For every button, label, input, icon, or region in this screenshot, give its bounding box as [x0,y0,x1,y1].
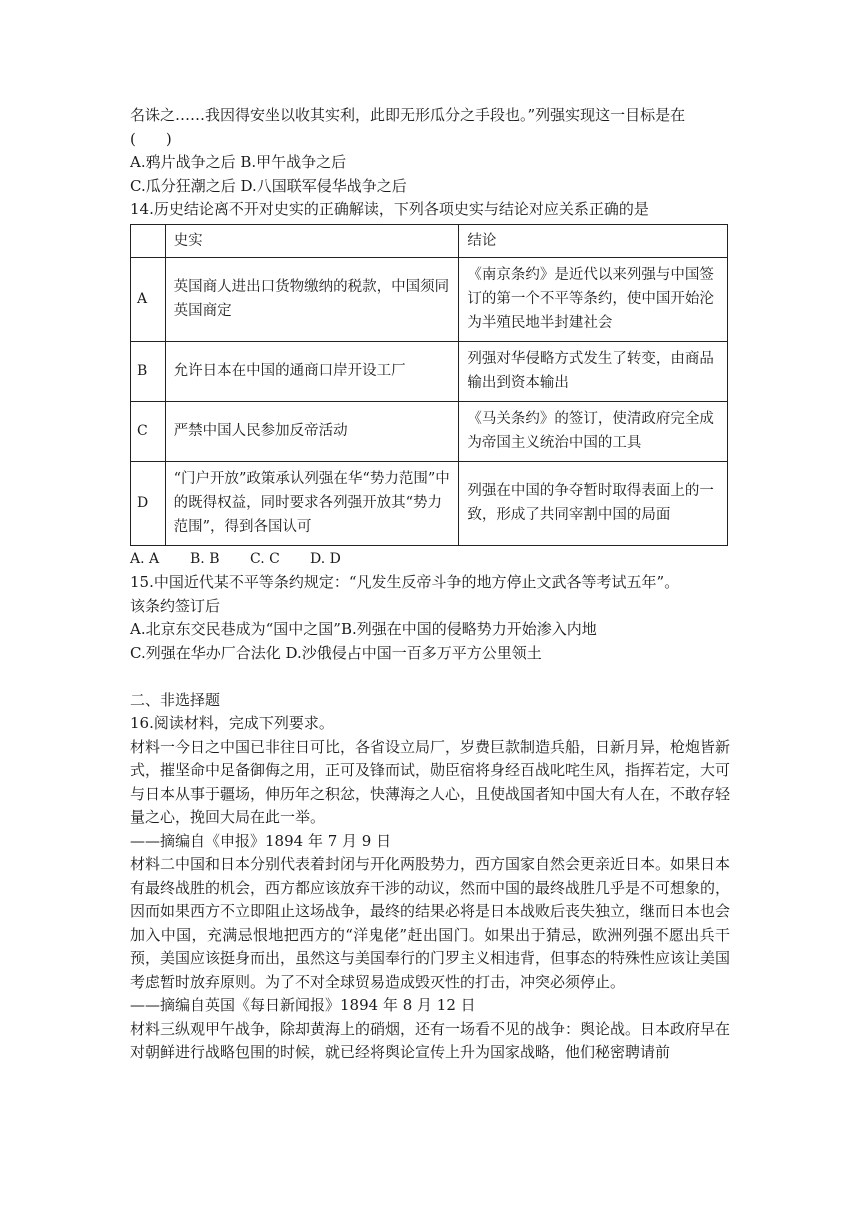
q13-text-line1: 名诛之……我因得安坐以收其实利，此即无形瓜分之手段也。”列强实现这一目标是在 [130,106,686,124]
q14-table [130,224,728,546]
material-2: 材料二中国和日本分别代表着封闭与开化两股势力，西方国家自然会更亲近日本。如果日本有最终战胜的机会，西方都应该放弃干涉的动议，然而中国的最终战胜几乎是不可想象的，因而如果西方不立即阻止这场战争，最终的结果必将是日本战败后丧失独立，继而日本也会加入中国，充满忌恨地把西方的“洋鬼佬”赶出国门。如果出于猜忌，欧洲列强不愿出兵干预，美国应该挺身而出，虽然这与美国奉行的门罗主义相违背，但事态的特殊性应该让美国考虑暂时放弃原则。为了不对全球贸易造成毁灭性的打击，冲突必须停止。 [130,855,731,991]
q13-answer-bracket: ( ) [130,129,172,148]
row-fact: 允许日本在中国的通商口岸开设工厂 [165,341,459,401]
q15-stem-line1: 15.中国近代某不平等条约规定：“凡发生反帝斗争的地方停止文武各等考试五年”。 [130,573,680,591]
table-header-row [131,224,728,257]
q14-option-d: D. D [310,550,341,567]
q13-options-ab: A.鸦片战争之后 B.甲午战争之后 [130,153,347,171]
q15-options-cd: C.列强在华办厂合法化 D.沙俄侵占中国一百多万平方公里领土 [130,643,542,662]
row-key: B [131,341,166,401]
q14-option-b: B. B [190,550,220,567]
table-row [131,401,728,461]
section-title: 二、非选择题 [130,690,221,709]
row-key: A [131,257,166,341]
section-gap [130,665,730,689]
q14-option-c: C. C [250,550,280,567]
exam-page [130,104,730,1065]
material-3: 材料三纵观甲午战争，除却黄海上的硝烟，还有一场看不见的战争：舆论战。日本政府早在对朝鲜进行战略包围的时候，就已经将舆论宣传上升为国家战略，他们秘密聘请前 [130,1019,731,1061]
row-fact: “门户开放”政策承认列强在华“势力范围”中的既得权益，同时要求各列强开放其“势力范围”，得到各国认可 [165,461,459,545]
q14-option-a: A. A [130,550,160,567]
row-fact: 英国商人进出口货物缴纳的税款，中国须同英国商定 [165,257,459,341]
q16-stem: 16.阅读材料，完成下列要求。 [130,714,334,732]
row-key: D [131,461,166,545]
row-conclusion: 列强对华侵略方式发生了转变，由商品输出到资本输出 [459,341,728,401]
header-conclusion-cell: 结论 [459,224,728,257]
material-1-source: ——摘编自《申报》1894 年 7 月 9 日 [130,831,392,850]
q13-options-cd: C.瓜分狂潮之后 D.八国联军侵华战争之后 [130,176,407,195]
material-1: 材料一今日之中国已非往日可比，各省设立局厂，岁费巨款制造兵船，日新月异，枪炮皆新式，摧坚命中足备御侮之用，正可及锋而试，勋臣宿将身经百战叱咤生风，指挥若定，大可与日本从事于疆场，伸历年之积忿，快薄海之人心，且使战国者知中国大有人在，不敢存轻量之心，挽回大局在此一举。 [130,737,731,826]
row-conclusion: 列强在中国的争夺暂时取得表面上的一致，形成了共同宰割中国的局面 [459,461,728,545]
q15-stem-line2: 该条约签订后 [130,596,221,615]
material-2-source: ——摘编自英国《每日新闻报》1894 年 8 月 12 日 [130,996,476,1014]
table-row [131,341,728,401]
row-key: C [131,401,166,461]
q14-stem: 14.历史结论离不开对史实的正确解读，下列各项史实与结论对应关系正确的是 [130,200,649,218]
q15-options-ab: A.北京东交民巷成为“国中之国”B.列强在中国的侵略势力开始渗入内地 [130,620,597,638]
header-fact-cell: 史实 [165,224,459,257]
row-fact: 严禁中国人民参加反帝活动 [165,401,459,461]
table-row [131,257,728,341]
table-row [131,461,728,545]
row-conclusion: 《马关条约》的签订，使清政府完全成为帝国主义统治中国的工具 [459,401,728,461]
q14-options [130,548,730,572]
header-key-cell [131,224,166,257]
row-conclusion: 《南京条约》是近代以来列强与中国签订的第一个不平等条约，使中国开始沦为半殖民地半封建社会 [459,257,728,341]
